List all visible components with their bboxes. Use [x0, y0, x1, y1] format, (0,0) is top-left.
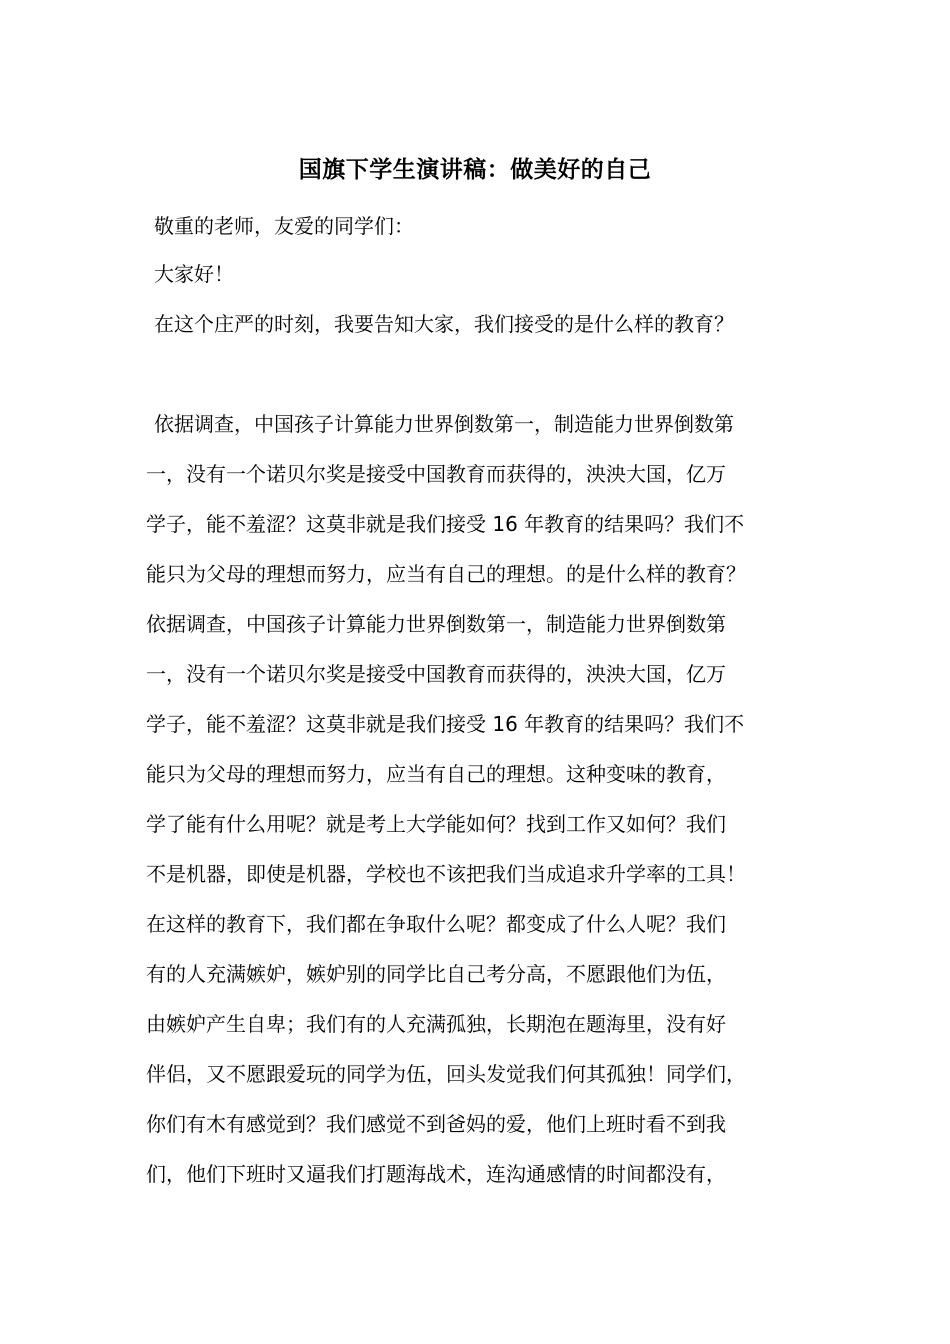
- body-line: 由嫉妒产生自卑；我们有的人充满孤独，长期泡在题海里，没有好: [146, 1012, 726, 1036]
- body-line: 有的人充满嫉妒，嫉妒别的同学比自己考分高，不愿跟他们为伍，: [146, 962, 726, 986]
- salutation-line: 敬重的老师，友爱的同学们：: [154, 214, 414, 238]
- body-line: 一，没有一个诺贝尔奖是接受中国教育而获得的，泱泱大国，亿万: [146, 462, 726, 486]
- body-line: 们，他们下班时又逼我们打题海战术，连沟通感情的时间都没有，: [146, 1162, 726, 1186]
- body-line: 学子，能不羞涩？这莫非就是我们接受 16 年教育的结果吗？我们不: [146, 512, 745, 536]
- body-line: 伴侣，又不愿跟爱玩的同学为伍，回头发觉我们何其孤独！同学们，: [146, 1062, 746, 1086]
- body-line: 在这样的教育下，我们都在争取什么呢？都变成了什么人呢？我们: [146, 912, 726, 936]
- body-line: 你们有木有感觉到？我们感觉不到爸妈的爱，他们上班时看不到我: [146, 1112, 726, 1136]
- body-line: 一，没有一个诺贝尔奖是接受中国教育而获得的，泱泱大国，亿万: [146, 662, 726, 686]
- body-line: 能只为父母的理想而努力，应当有自己的理想。的是什么样的教育？: [146, 562, 746, 586]
- body-line: 依据调查，中国孩子计算能力世界倒数第一，制造能力世界倒数第: [146, 612, 726, 636]
- body-line: 依据调查，中国孩子计算能力世界倒数第一，制造能力世界倒数第: [154, 412, 734, 436]
- greeting-line: 大家好！: [154, 262, 234, 286]
- body-line: 学了能有什么用呢？就是考上大学能如何？找到工作又如何？我们: [146, 812, 726, 836]
- intro-line: 在这个庄严的时刻，我要告知大家，我们接受的是什么样的教育？: [154, 312, 734, 336]
- document-title: 国旗下学生演讲稿：做美好的自己: [298, 157, 652, 183]
- body-line: 不是机器，即使是机器，学校也不该把我们当成追求升学率的工具！: [146, 862, 746, 886]
- body-line: 学子，能不羞涩？这莫非就是我们接受 16 年教育的结果吗？我们不: [146, 712, 745, 736]
- body-line: 能只为父母的理想而努力，应当有自己的理想。这种变味的教育，: [146, 762, 726, 786]
